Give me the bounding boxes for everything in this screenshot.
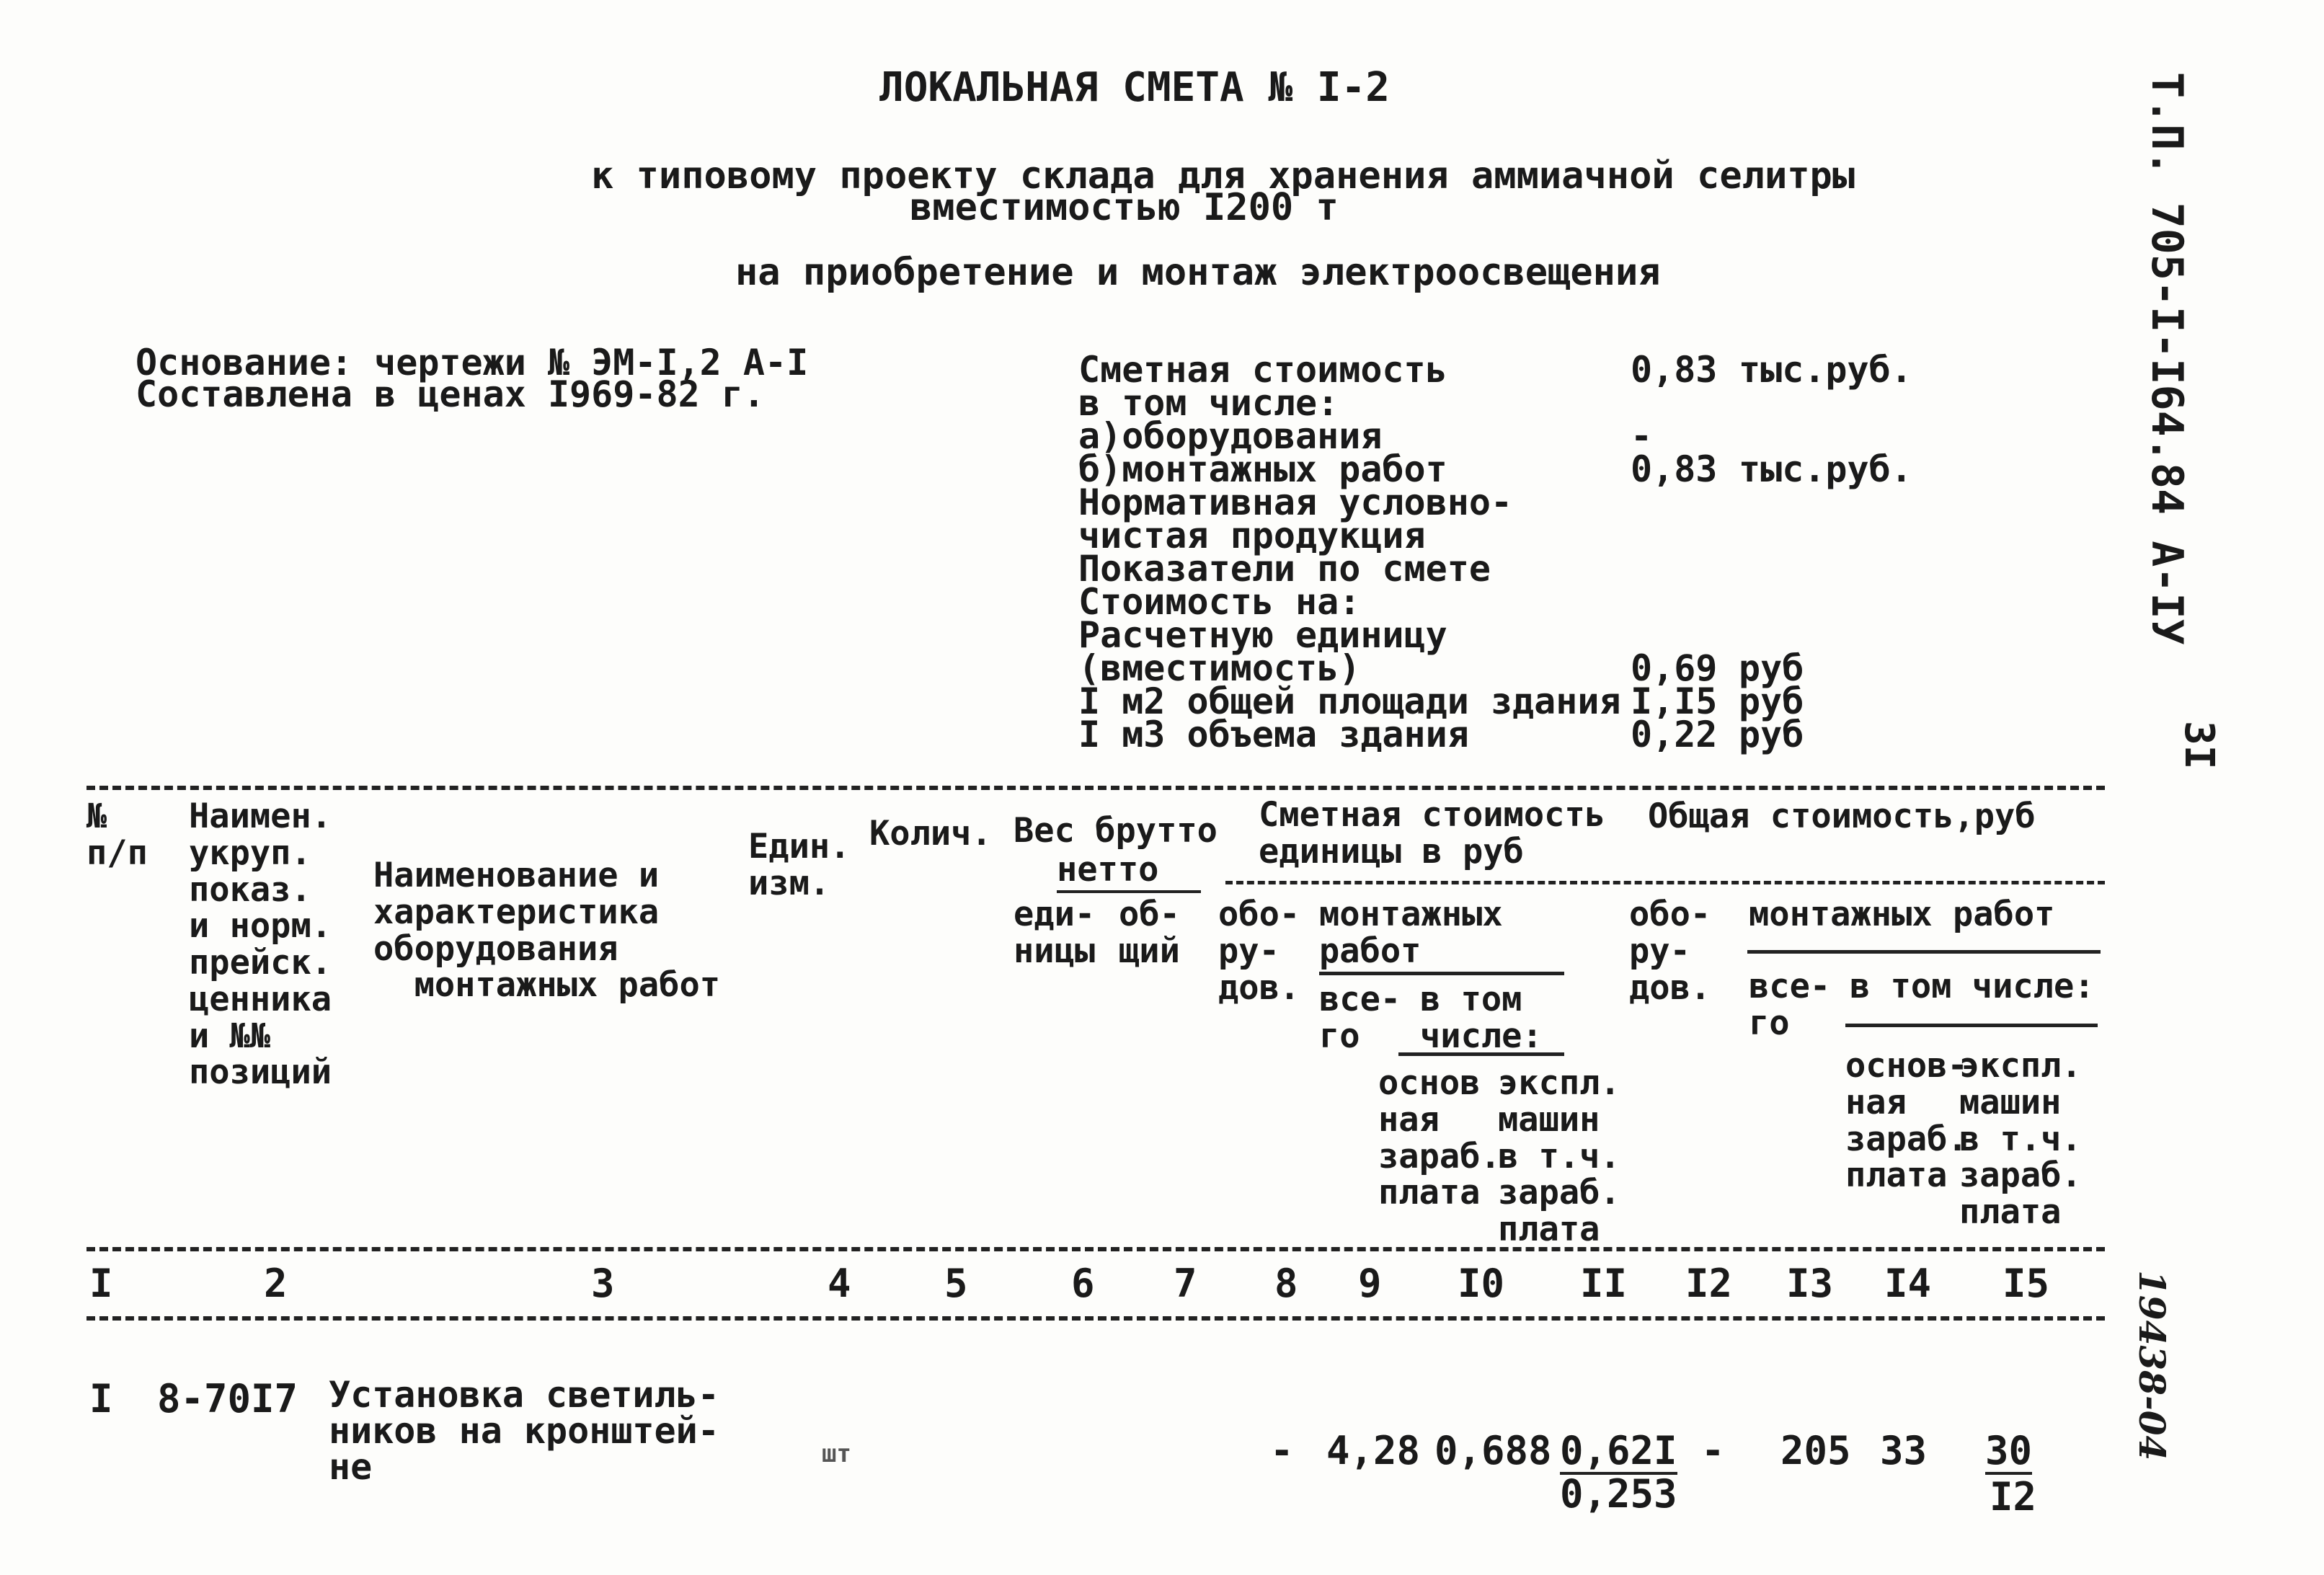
subtitle-line-2: вместимостью I200 т (910, 186, 1339, 229)
row-number: I (89, 1376, 113, 1421)
header-weight-gross: Вес брутто (1014, 811, 1218, 851)
row-total-equipment: - (1701, 1428, 1725, 1473)
row-total-machines-wage: I2 (1990, 1474, 2037, 1519)
header-unit-machines: экспл. машин в т.ч. зараб. плата (1498, 1063, 1620, 1249)
row-total-machines: 30 (1985, 1428, 2033, 1473)
row-unit-wage: 0,688 (1434, 1428, 1552, 1473)
header-total-incl-rule (1845, 1024, 2098, 1027)
cost-value: - (1631, 415, 1653, 457)
header-total-incl: в том числе: (1850, 967, 2095, 1006)
cost-value: 0,69 (1631, 647, 1718, 689)
cost-unit: руб (1739, 647, 1804, 689)
column-number: II (1580, 1261, 1628, 1306)
row-total-mounting-all: 205 (1780, 1428, 1851, 1473)
cost-label: Расчетную единицу (1078, 614, 1447, 656)
row-name: Установка светиль- ников на кронштей- не (329, 1374, 719, 1488)
header-weight-net: нетто (1057, 852, 1201, 893)
cost-value: 0,22 (1631, 714, 1718, 755)
row-unit-equipment: - (1270, 1428, 1294, 1473)
cost-label: б)монтажных работ (1078, 448, 1447, 490)
column-number: 2 (264, 1261, 288, 1306)
column-number: 7 (1174, 1261, 1197, 1306)
document-code: Т.П. 705-I-I64.84 А-IУ (2142, 72, 2192, 645)
header-total-mounting: монтажных работ (1749, 895, 2055, 934)
basis-line-1: Основание: чертежи № ЭМ-I,2 А-I (136, 342, 809, 383)
header-total-all: все- го (1749, 967, 1831, 1043)
table-top-rule (87, 786, 2105, 790)
header-unit-cost: Сметная стоимость единицы в руб (1259, 795, 1606, 871)
cost-label: Показатели по смете (1078, 548, 1491, 590)
cost-label: Сметная стоимость (1078, 349, 1447, 391)
header-unit-equipment: обо- ру- дов. (1218, 895, 1300, 1008)
column-number: I (89, 1261, 113, 1306)
header-weight-unit: еди- ницы (1014, 895, 1096, 971)
cost-label: Стоимость на: (1078, 581, 1361, 623)
cost-unit: руб (1739, 680, 1804, 722)
column-number: I5 (2003, 1261, 2050, 1306)
page-number: 3I (2176, 721, 2222, 770)
column-number: I2 (1685, 1261, 1733, 1306)
column-number: 3 (591, 1261, 615, 1306)
cost-label: в том числе: (1078, 382, 1339, 424)
column-number: 5 (944, 1261, 968, 1306)
row-unit: шт (822, 1439, 851, 1468)
header-total-cost: Общая стоимость,руб (1648, 797, 2036, 836)
header-unit-mounting: монтажных работ (1319, 895, 1503, 971)
header-sub-rule (1225, 881, 2105, 884)
cost-label: чистая продукция (1078, 515, 1426, 556)
cost-unit: руб (1739, 714, 1804, 755)
basis-line-2: Составлена в ценах I969-82 г. (136, 373, 765, 415)
subtitle-line-3: на приобретение и монтаж электроосвещения (735, 251, 1661, 294)
column-numbers-top-rule (87, 1247, 2105, 1251)
cost-label: Нормативная условно- (1078, 482, 1513, 523)
cost-label: а)оборудования (1078, 415, 1383, 457)
header-unit-wage: основ ная зараб. плата (1378, 1063, 1501, 1213)
row-unit-machines-wage: 0,253 (1560, 1471, 1677, 1517)
column-number: I0 (1458, 1261, 1505, 1306)
cost-label: I м3 объема здания (1078, 714, 1469, 755)
cost-label: (вместимость) (1078, 647, 1361, 689)
header-total-mounting-rule (1747, 950, 2101, 954)
row-total-wage: 33 (1880, 1428, 1928, 1473)
header-col-code: Наимен. укруп. показ. и норм. прейск. ценника и №№ позиций (189, 797, 332, 1093)
header-unit-all: все- го (1319, 980, 1401, 1056)
cost-unit: тыс.руб. (1739, 448, 1912, 490)
header-total-equipment: обо- ру- дов. (1629, 895, 1711, 1008)
header-col-name: Наименование и характеристика оборудования монтажных работ (373, 856, 721, 1006)
header-total-wage: основ- ная зараб. плата (1845, 1046, 1968, 1196)
cost-label: I м2 общей площади здания (1078, 680, 1621, 722)
header-total-machines: экспл. машин в т.ч. зараб. плата (1959, 1046, 2082, 1232)
header-weight-total: об- щий (1119, 895, 1180, 971)
header-unit-incl: в том числе: (1420, 980, 1543, 1056)
inventory-stamp: 19438-04 (2131, 1270, 2173, 1461)
header-unit-mounting-rule (1319, 972, 1564, 975)
column-number: 9 (1358, 1261, 1382, 1306)
row-code: 8-70I7 (157, 1376, 298, 1421)
document-title: ЛОКАЛЬНАЯ СМЕТА № I-2 (879, 64, 1391, 111)
subtitle-line-1: к типовому проекту склада для хранения аммиачной селитры (591, 154, 1855, 198)
cost-unit: тыс.руб. (1739, 349, 1912, 391)
cost-value: I,I5 (1631, 680, 1718, 722)
header-unit-incl-rule (1398, 1052, 1564, 1056)
column-number: 4 (828, 1261, 851, 1306)
row-unit-machines: 0,62I (1560, 1428, 1677, 1473)
cost-value: 0,83 (1631, 448, 1718, 490)
column-number: 6 (1071, 1261, 1095, 1306)
column-number: I4 (1884, 1261, 1932, 1306)
column-numbers-bottom-rule (87, 1316, 2105, 1321)
header-col-num: № п/п (87, 797, 148, 873)
cost-value: 0,83 (1631, 349, 1718, 391)
column-number: 8 (1274, 1261, 1298, 1306)
column-number: I3 (1786, 1261, 1834, 1306)
header-col-qty: Колич. (869, 814, 992, 853)
header-col-unit: Един. изм. (748, 827, 851, 903)
row-unit-mounting-all: 4,28 (1326, 1428, 1421, 1473)
